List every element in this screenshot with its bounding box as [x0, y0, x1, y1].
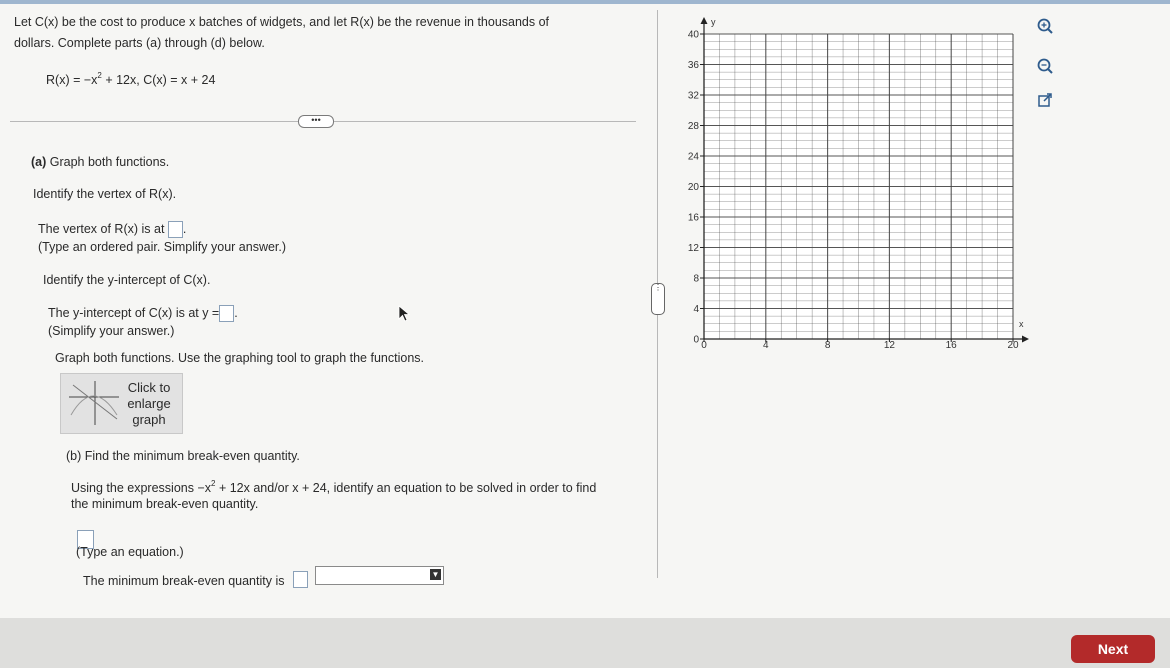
- part-a-heading-text: Graph both functions.: [46, 155, 170, 169]
- vertex-hint: (Type an ordered pair. Simplify your answer.): [38, 240, 287, 254]
- using-pre: Using the expressions −x: [71, 481, 212, 495]
- graph-instruction: Graph both functions. Use the graphing tool to graph the functions.: [55, 351, 424, 365]
- break-even-prompt: The minimum break-even quantity is: [83, 574, 285, 588]
- equation-hint: (Type an equation.): [76, 545, 184, 559]
- mouse-cursor-icon: [398, 305, 412, 323]
- y-tick-label: 32: [687, 90, 699, 102]
- intercept-prompt: The y-intercept of C(x) is at y = .: [48, 305, 238, 322]
- problem-intro-line2: dollars. Complete parts (a) through (d) below.: [14, 36, 265, 50]
- intercept-hint: (Simplify your answer.): [48, 324, 175, 338]
- dropdown-arrow-icon: ▼: [431, 570, 440, 579]
- identify-intercept-text: Identify the y-intercept of C(x).: [43, 273, 211, 287]
- x-tick-label: 12: [883, 340, 895, 351]
- y-tick-label: 8: [693, 273, 699, 285]
- intercept-prompt-text: The y-intercept of C(x) is at y =: [48, 305, 220, 320]
- using-rest: + 12x and/or x + 24, identify an equation to be solved in order to find: [215, 481, 597, 495]
- y-tick-label: 16: [687, 212, 699, 224]
- y-tick-label: 4: [693, 304, 699, 315]
- zoom-out-glyph: [1035, 56, 1055, 76]
- y-tick-label: 20: [687, 182, 699, 193]
- zoom-in-glyph: [1035, 16, 1055, 36]
- show-more-button[interactable]: •••: [298, 115, 334, 128]
- identify-vertex-text: Identify the vertex of R(x).: [33, 187, 177, 201]
- using-exponent: 2: [211, 479, 216, 488]
- part-b-heading: (b) Find the minimum break-even quantity.: [66, 449, 300, 463]
- y-tick-label: 24: [687, 151, 699, 163]
- x-tick-label: 16: [945, 340, 957, 351]
- next-button[interactable]: Next: [1071, 635, 1155, 663]
- formula-r-pre: R(x) = −x: [46, 73, 98, 87]
- x-tick-label: 4: [763, 340, 769, 351]
- y-axis-arrow: [701, 17, 708, 24]
- zoom-out-icon[interactable]: [1034, 55, 1056, 77]
- enlarge-graph-label: Click to enlarge graph: [127, 380, 171, 427]
- vertex-prompt: The vertex of R(x) is at .: [38, 221, 186, 238]
- popout-glyph: [1035, 90, 1055, 110]
- x-tick-label: 8: [824, 340, 831, 351]
- y-tick-label: 40: [687, 29, 699, 41]
- vertex-prompt-text: The vertex of R(x) is at: [38, 221, 165, 236]
- x-axis-label: x: [1019, 319, 1024, 329]
- x-axis-arrow: [1022, 336, 1029, 343]
- y-axis-label: y: [711, 17, 716, 27]
- formula-rest: + 12x, C(x) = x + 24: [101, 73, 216, 87]
- popout-icon[interactable]: [1034, 89, 1056, 111]
- y-tick-label: 0: [693, 334, 699, 346]
- zoom-in-icon[interactable]: [1034, 15, 1056, 37]
- part-a-label: (a): [31, 155, 47, 169]
- part-b-using-line2: the minimum break-even quantity.: [71, 497, 259, 511]
- y-tick-label: 28: [687, 121, 699, 132]
- y-tick-label: 36: [687, 60, 699, 71]
- problem-intro-line1: Let C(x) be the cost to produce x batches of widgets, and let R(x) be the revenue in thousands of: [14, 15, 550, 29]
- y-tick-label: 12: [687, 243, 699, 254]
- formula-exponent: 2: [97, 71, 102, 80]
- x-tick-label: 0: [701, 340, 707, 351]
- pane-resize-handle[interactable]: ⋮: [651, 283, 665, 315]
- x-tick-label: 20: [1007, 340, 1019, 351]
